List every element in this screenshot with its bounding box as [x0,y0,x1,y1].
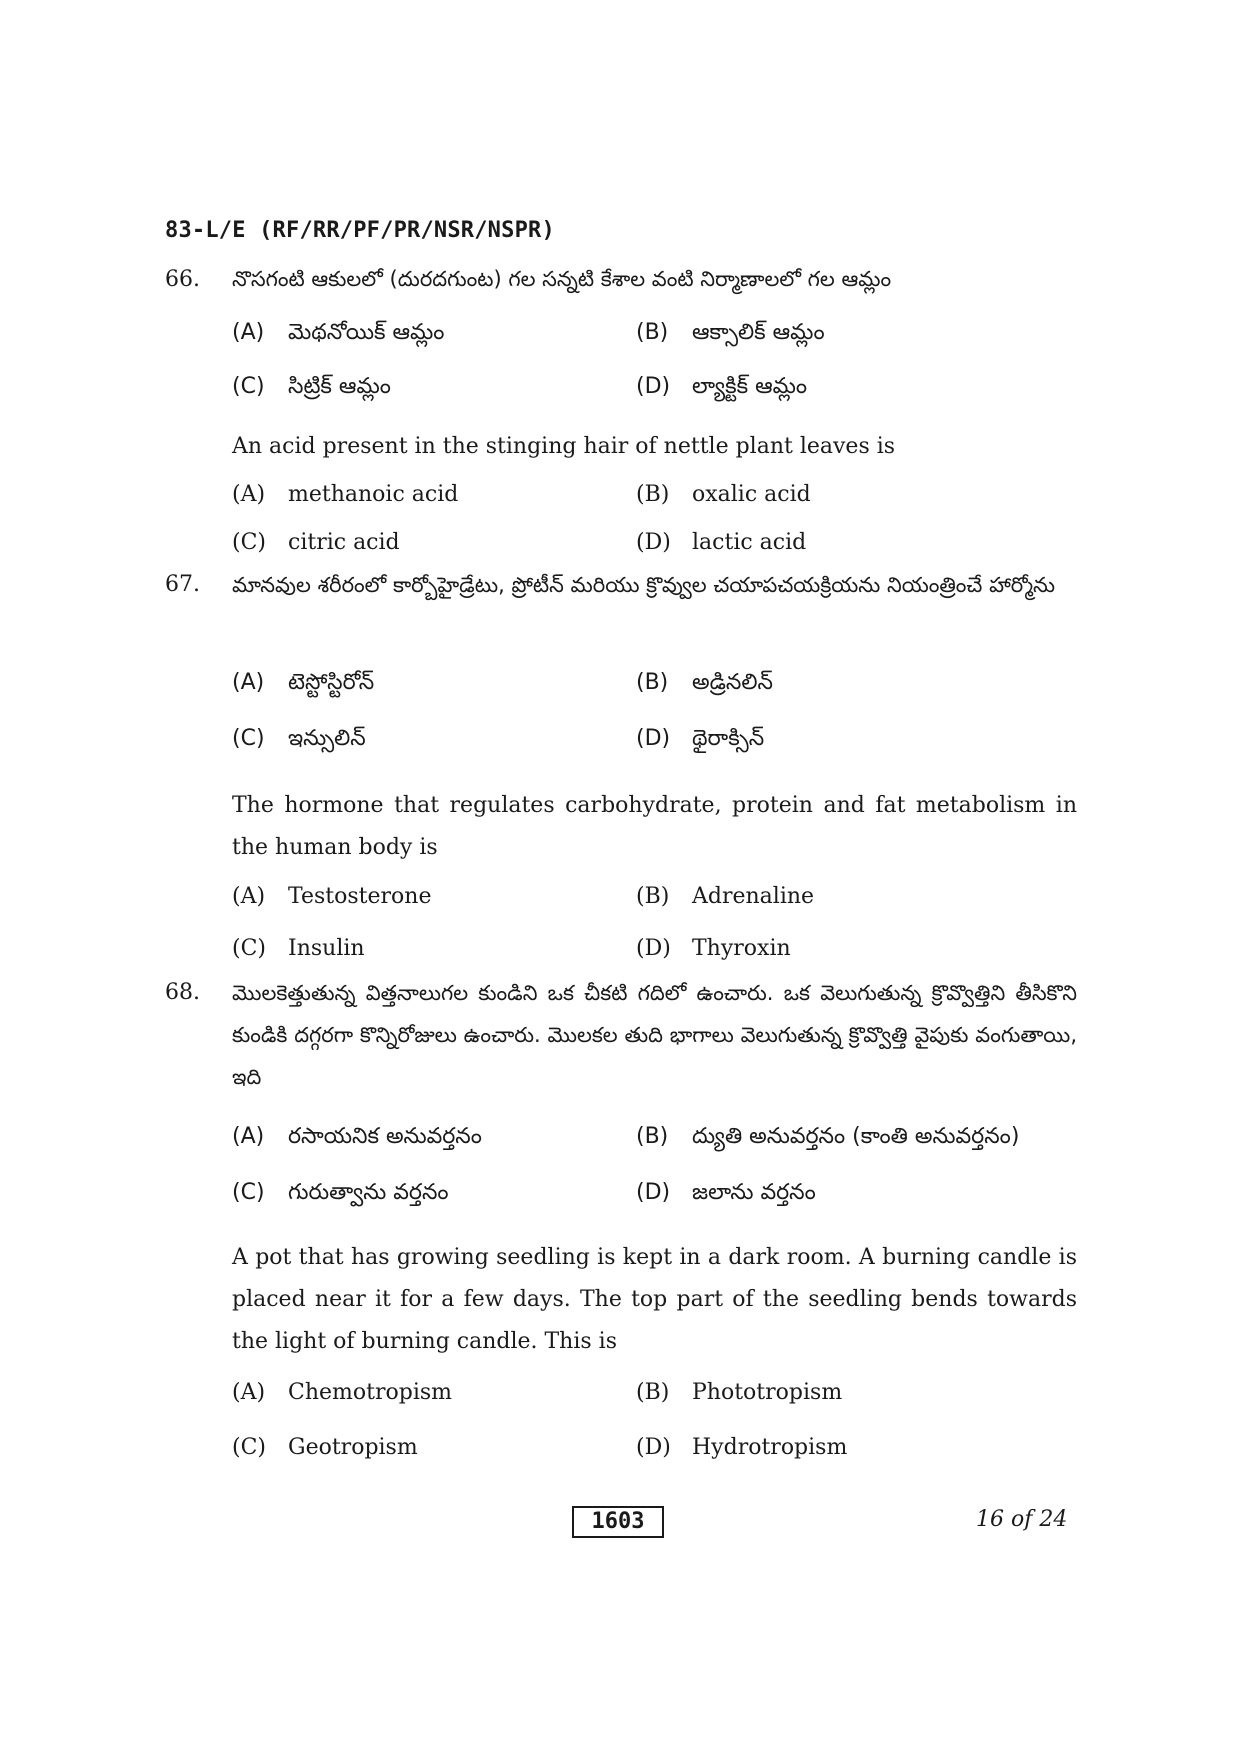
q67-english-option-d [636,934,791,964]
q66-english-option-c [232,528,400,558]
q68-english-option-a [232,1378,452,1408]
q68-english-option-c [232,1433,418,1463]
option-label: (C) [232,374,265,399]
option-text: ఇన్సులిన్ [288,726,366,751]
q68-telugu-option-c [232,1178,449,1208]
option-text: అడ్రినలిన్ [692,670,773,695]
option-label: (D) [636,1435,671,1460]
q68-english-option-d [636,1433,847,1463]
option-text: థైరాక్సిన్ [692,726,765,751]
option-label: (D) [636,530,671,555]
question-67-english-text: The hormone that regulates carbohydrate, protein and fat metabolism in the human body is [232,793,1077,860]
option-label: (C) [232,1435,266,1460]
q67-english-option-c [232,934,365,964]
option-text: సిట్రిక్ ఆమ్లం [288,374,391,399]
option-label: (A) [232,1380,266,1405]
option-label: (C) [232,1180,265,1205]
option-text: ద్యుతి అనువర్తనం (కాంతి అనువర్తనం) [692,1124,1020,1149]
option-text: methanoic acid [288,482,459,507]
option-label: (B) [636,1380,670,1405]
option-text: lactic acid [692,530,807,555]
option-label: (B) [636,884,670,909]
option-text: రసాయనిక అనువర్తనం [288,1124,482,1149]
option-label: (B) [636,1124,669,1149]
q66-telugu-option-b [636,318,825,348]
option-text: Phototropism [692,1380,843,1405]
question-68-number: 68. [165,980,200,1005]
option-text: జలాను వర్తనం [692,1180,816,1205]
q67-telugu-option-a [232,668,374,698]
option-text: oxalic acid [692,482,811,507]
option-label: (C) [232,726,265,751]
option-label: (D) [636,726,671,751]
q68-telugu-option-d [636,1178,816,1208]
q67-telugu-option-d [636,724,764,754]
q66-english-option-d [636,528,806,558]
option-label: (A) [232,884,266,909]
option-text: గురుత్వాను వర్తనం [288,1180,449,1205]
q67-english-option-b [636,882,814,912]
option-label: (B) [636,482,670,507]
question-66-english-text: An acid present in the stinging hair of nettle plant leaves is [232,434,896,459]
q68-english-option-b [636,1378,842,1408]
option-text: Adrenaline [692,884,815,909]
option-label: (A) [232,482,266,507]
q66-english-option-a [232,480,458,510]
option-text: ల్యాక్టిక్ ఆమ్లం [692,374,808,399]
option-label: (D) [636,936,671,961]
option-text: Testosterone [288,884,432,909]
option-text: Insulin [288,936,365,961]
question-66-telugu-text: నొసగంటి ఆకులలో (దురదగుంట) గల సన్నటి కేశాల వంటి నిర్మాణాలలో గల ఆమ్లం [232,267,892,291]
option-text: Chemotropism [288,1380,453,1405]
option-label: (C) [232,530,266,555]
option-text: మెథనోయిక్ ఆమ్లం [288,320,445,345]
option-text: citric acid [288,530,400,555]
q68-telugu-option-b [636,1122,1019,1152]
option-text: టెస్టోస్టిరోన్ [288,670,375,695]
option-label: (D) [636,1180,671,1205]
question-67-telugu-text: మానవుల శరీరంలో కార్బోహైడ్రేటు, ప్రోటీన్ మరియు క్రొవ్వుల చయాపచయక్రియను నియంత్రించే హార్మోను [232,573,1056,597]
paper-code-header: 83-L/E (RF/RR/PF/PR/NSR/NSPR) [165,218,555,243]
question-67-number: 67. [165,572,200,597]
question-68-english-text: A pot that has growing seedling is kept in a dark room. A burning candle is placed near it for a few days. The top part of the seedling bends towards the light of burning candle. This is [232,1245,1077,1354]
option-text: Thyroxin [692,936,791,961]
booklet-code-box: 1603 [572,1506,664,1538]
option-label: (A) [232,1124,265,1149]
q68-telugu-option-a [232,1122,482,1152]
option-label: (D) [636,374,671,399]
option-label: (B) [636,670,669,695]
option-label: (C) [232,936,266,961]
q67-english-option-a [232,882,431,912]
page-number: 16 of 24 [976,1507,1068,1532]
option-text: Hydrotropism [692,1435,848,1460]
option-label: (B) [636,320,669,345]
option-text: Geotropism [288,1435,418,1460]
q66-telugu-option-c [232,372,391,402]
question-66-number: 66. [165,267,200,292]
option-label: (A) [232,320,265,345]
q66-english-option-b [636,480,811,510]
q66-telugu-option-a [232,318,444,348]
q67-telugu-option-c [232,724,366,754]
option-text: ఆక్సాలిక్ ఆమ్లం [692,320,825,345]
q67-telugu-option-b [636,668,773,698]
q66-telugu-option-d [636,372,807,402]
question-68-telugu-text: మొలకెత్తుతున్న విత్తనాలుగల కుండిని ఒక చీకటి గదిలో ఉంచారు. ఒక వెలుగుతున్న క్రొవ్వొత్తిని తీసికొని కుండికి దగ్గరగా కొన్నిరోజులు ఉంచారు. మొలకల తుది భాగాలు వెలుగుతున్న క్రొవ్వొత్తి వైపుకు వంగుతాయి, ఇది [232,981,1077,1089]
option-label: (A) [232,670,265,695]
